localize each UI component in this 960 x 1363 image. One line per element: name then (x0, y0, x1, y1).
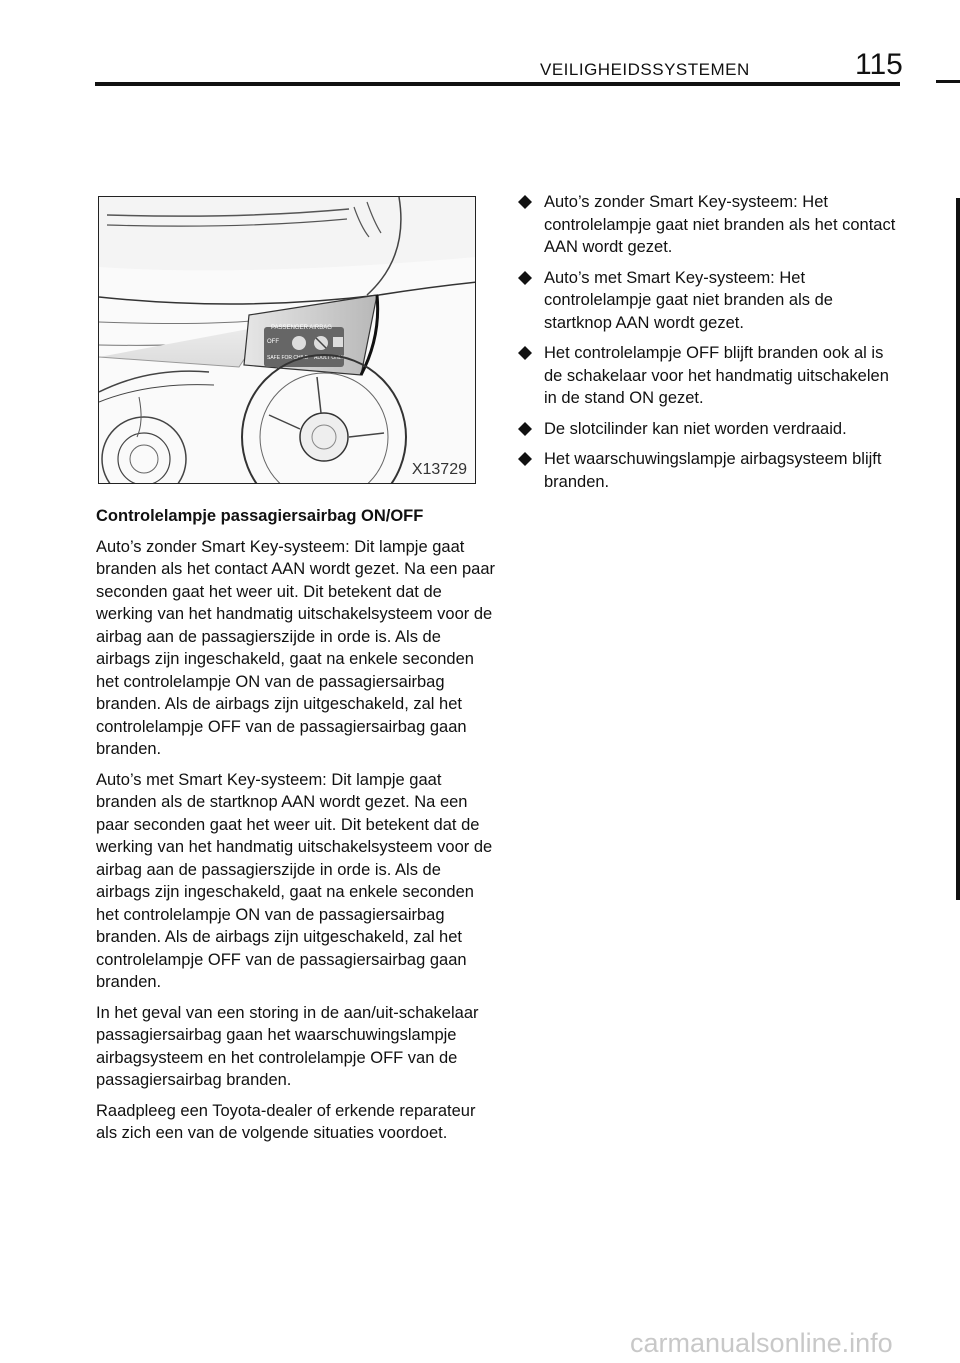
dashboard-illustration (98, 196, 476, 484)
page-number: 115 (855, 48, 903, 81)
paragraph-dealer-advice: Raadpleeg een Toyota‑dealer of erkende reparateur als zich een van de volgende situaties voordoet. (96, 1101, 476, 1142)
section-heading: Controlelampje passagiersairbag ON/OFF (96, 507, 424, 525)
list-item-text: Het controlelampje OFF blijft branden ook al is de schakelaar voor het handmatig uitschakelen in de stand ON gezet. (544, 344, 889, 407)
indicator-adult-only-label: ADULT ONLY (314, 355, 345, 361)
indicator-safe-for-child-label: SAFE FOR CHILD (267, 355, 309, 361)
list-item (518, 267, 898, 335)
indicator-off-label: OFF (267, 339, 279, 345)
left-column (96, 505, 496, 1153)
paragraph-with-smart-key: Auto’s met Smart Key‑systeem: Dit lampje gaat branden als de startknop AAN wordt gezet. Na een paar seconden gaat het weer uit. Dit betekent dat de werking van het handmatig uitschakelsysteem voor de airbag aan de passagierszijde in orde is. Als de airbags zijn ingeschakeld, gaat na enkele seconden het controlelampje ON van de passagiersairbag branden. Als de airbags zijn uitgeschakeld, zal het controlelampje OFF van de passagiersairbag gaan branden. (96, 770, 493, 991)
list-item (518, 418, 898, 441)
section-title: VEILIGHEIDSSYSTEMEN (540, 60, 750, 79)
list-item-text: Auto’s met Smart Key‑systeem: Het controlelampje gaat niet branden als de startknop AAN wordt gezet. (544, 268, 833, 332)
list-item-text: Auto’s zonder Smart Key‑systeem: Het controlelampje gaat niet branden als het contact AAN wordt gezet. (544, 193, 896, 256)
bullet-icon (518, 195, 532, 209)
bullet-icon (518, 422, 532, 436)
bullet-icon (518, 346, 532, 360)
site-watermark[interactable]: carmanualsonline.info (630, 1328, 893, 1358)
header-edge-tick (936, 80, 960, 83)
figure-code: X13729 (411, 461, 467, 478)
list-item (518, 448, 898, 493)
paragraph-without-smart-key: Auto’s zonder Smart Key‑systeem: Dit lampje gaat branden als het contact AAN wordt gezet. Na een paar seconden gaat het weer uit. Dit betekent dat de werking van het handmatig uitschakelsysteem voor de airbag aan de passagierszijde in orde is. Als de airbags zijn ingeschakeld, gaat na enkele seconden het controlelampje ON van de passagiersairbag branden. Als de airbags zijn uitgeschakeld, zal het controlelampje OFF van de passagiersairbag gaan branden. (96, 537, 495, 758)
list-item (518, 191, 898, 259)
bullet-icon (518, 271, 532, 285)
bullet-icon (518, 452, 532, 466)
indicator-passenger-airbag-label: PASSENGER AIRBAG (271, 325, 332, 331)
paragraph-malfunction: In het geval van een storing in de aan/uit‑schakelaar passagiersairbag gaan het waarschuwingslampje airbagsysteem en het controlelampje OFF van de passagiersairbag branden. (96, 1003, 479, 1089)
situation-list (518, 191, 898, 493)
list-item-text: Het waarschuwingslampje airbagsysteem blijft branden. (544, 450, 882, 491)
right-column (518, 191, 898, 501)
list-item (518, 342, 898, 410)
list-item-text: De slotcilinder kan niet worden verdraaid. (544, 419, 847, 438)
header-rule (95, 82, 900, 86)
dashboard-drawing (99, 197, 476, 484)
chapter-side-bar (956, 198, 960, 900)
